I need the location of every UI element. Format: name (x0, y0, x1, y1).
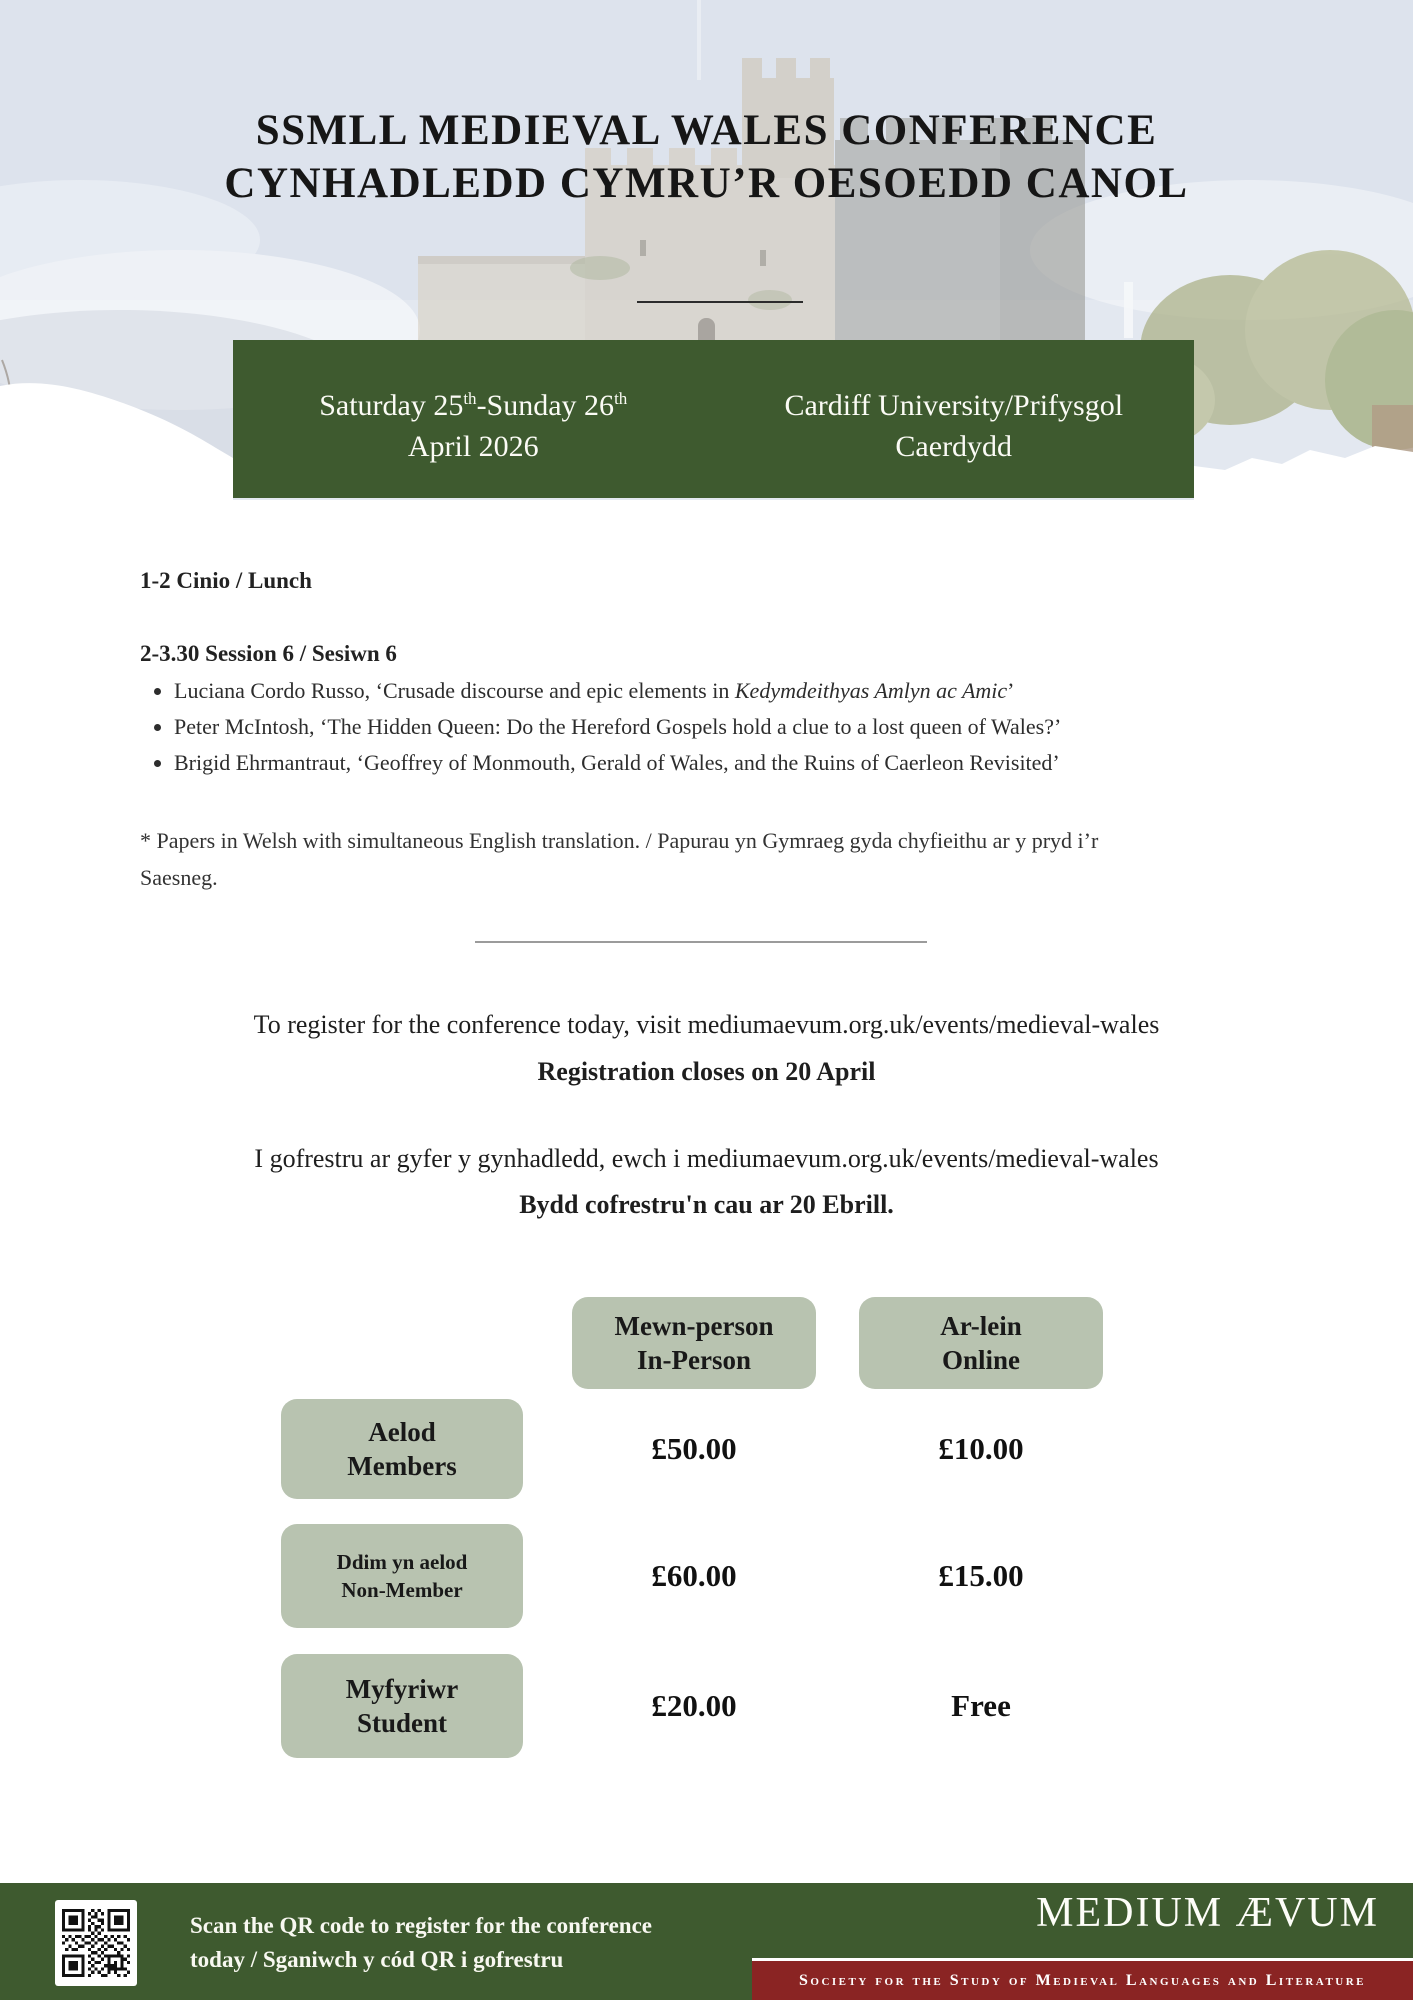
superscript-th: th (463, 389, 477, 408)
page-title (0, 104, 1413, 210)
row-label-members: Aelod Members (281, 1399, 523, 1499)
section-divider (475, 941, 927, 943)
session-paper-item: • Luciana Cordo Russo, ‘Crusade discourse and epic elements in Kedymdeithyas Amlyn ac Amic’ (174, 673, 1394, 709)
white-post (1124, 282, 1133, 338)
pricing-table (281, 1297, 1109, 1758)
column-header-in-person: Mewn-person In-Person (572, 1297, 816, 1389)
society-banner: Society for the Study of Medieval Languages and Literature (752, 1958, 1413, 2000)
paper-title-italic: Kedymdeithyas Amlyn ac Amic (734, 678, 1008, 703)
column-header-online: Ar-lein Online (859, 1297, 1103, 1389)
row-label-non-member: Ddim yn aelod Non-Member (281, 1524, 523, 1628)
welsh-note-line-2: Saesneg. (140, 865, 218, 890)
page-title-line-2: CYNHADLEDD CYMRU’R OESOEDD CANOL (224, 160, 1189, 207)
banner-venue-line-1: Cardiff University/Prifysgol (784, 389, 1124, 422)
banner-date-line-2: April 2026 (407, 430, 539, 463)
footer (0, 1883, 1413, 2000)
banner-venue (714, 340, 1195, 498)
registration-info-cy: I gofrestru ar gyfer y gynhadledd, ewch i mediumaevum.org.uk/events/medieval-wales (254, 1144, 1159, 1173)
row-label-student: Myfyriwr Student (281, 1654, 523, 1758)
banner-dates (233, 340, 714, 498)
pricing-row-non-member (281, 1524, 1109, 1628)
registration-info-en: To register for the conference today, visit mediumaevum.org.uk/events/medieval-wales (253, 1010, 1160, 1039)
registration-deadline-cy: Bydd cofrestru'n cau ar 20 Ebrill. (519, 1190, 894, 1219)
qr-code-tile (55, 1900, 137, 1986)
session-paper-item: • Peter McIntosh, ‘The Hidden Queen: Do the Hereford Gospels hold a clue to a lost queen of Wales?’ (174, 709, 1394, 745)
session-heading: 2-3.30 Session 6 / Sesiwn 6 (140, 641, 397, 666)
pricing-corner-spacer (281, 1297, 523, 1389)
session-paper-item: • Brigid Ehrmantraut, ‘Geoffrey of Monmouth, Gerald of Wales, and the Ruins of Caerleon Revisited’ (174, 745, 1394, 781)
price-student-in-person: £20.00 (651, 1688, 737, 1723)
qr-code-icon (62, 1907, 130, 1979)
banner-venue-line-2: Caerdydd (895, 430, 1013, 463)
pricing-header-row (281, 1297, 1109, 1389)
date-venue-banner (233, 340, 1194, 498)
pricing-row-members (281, 1399, 1109, 1499)
registration-deadline-en: Registration closes on 20 April (537, 1057, 876, 1086)
price-non-member-in-person: £60.00 (651, 1558, 737, 1593)
welsh-translation-note (140, 822, 1320, 896)
page-title-line-1: SSMLL MEDIEVAL WALES CONFERENCE (255, 107, 1158, 154)
pricing-row-student (281, 1654, 1109, 1758)
price-non-member-online: £15.00 (938, 1558, 1024, 1593)
banner-date-line-1: Saturday 25th-Sunday 26th (319, 389, 628, 422)
price-members-online: £10.00 (938, 1431, 1024, 1466)
session-paper-list (140, 673, 1394, 781)
qr-caption-line-1: Scan the QR code to register for the conference (190, 1913, 653, 1938)
welsh-note-line-1: * Papers in Welsh with simultaneous English translation. / Papurau yn Gymraeg gyda chyfieithu ar y pryd i’r (140, 828, 1099, 853)
lunch-heading: 1-2 Cinio / Lunch (140, 568, 312, 593)
price-student-online: Free (951, 1688, 1011, 1723)
title-divider (637, 301, 803, 303)
superscript-th: th (614, 389, 628, 408)
medium-aevum-logo: MEDIUM ÆVUM (1036, 1890, 1379, 1936)
qr-caption (190, 1909, 652, 1977)
price-members-in-person: £50.00 (651, 1431, 737, 1466)
qr-caption-line-2: today / Sganiwch y cód QR i gofrestru (190, 1947, 564, 1972)
